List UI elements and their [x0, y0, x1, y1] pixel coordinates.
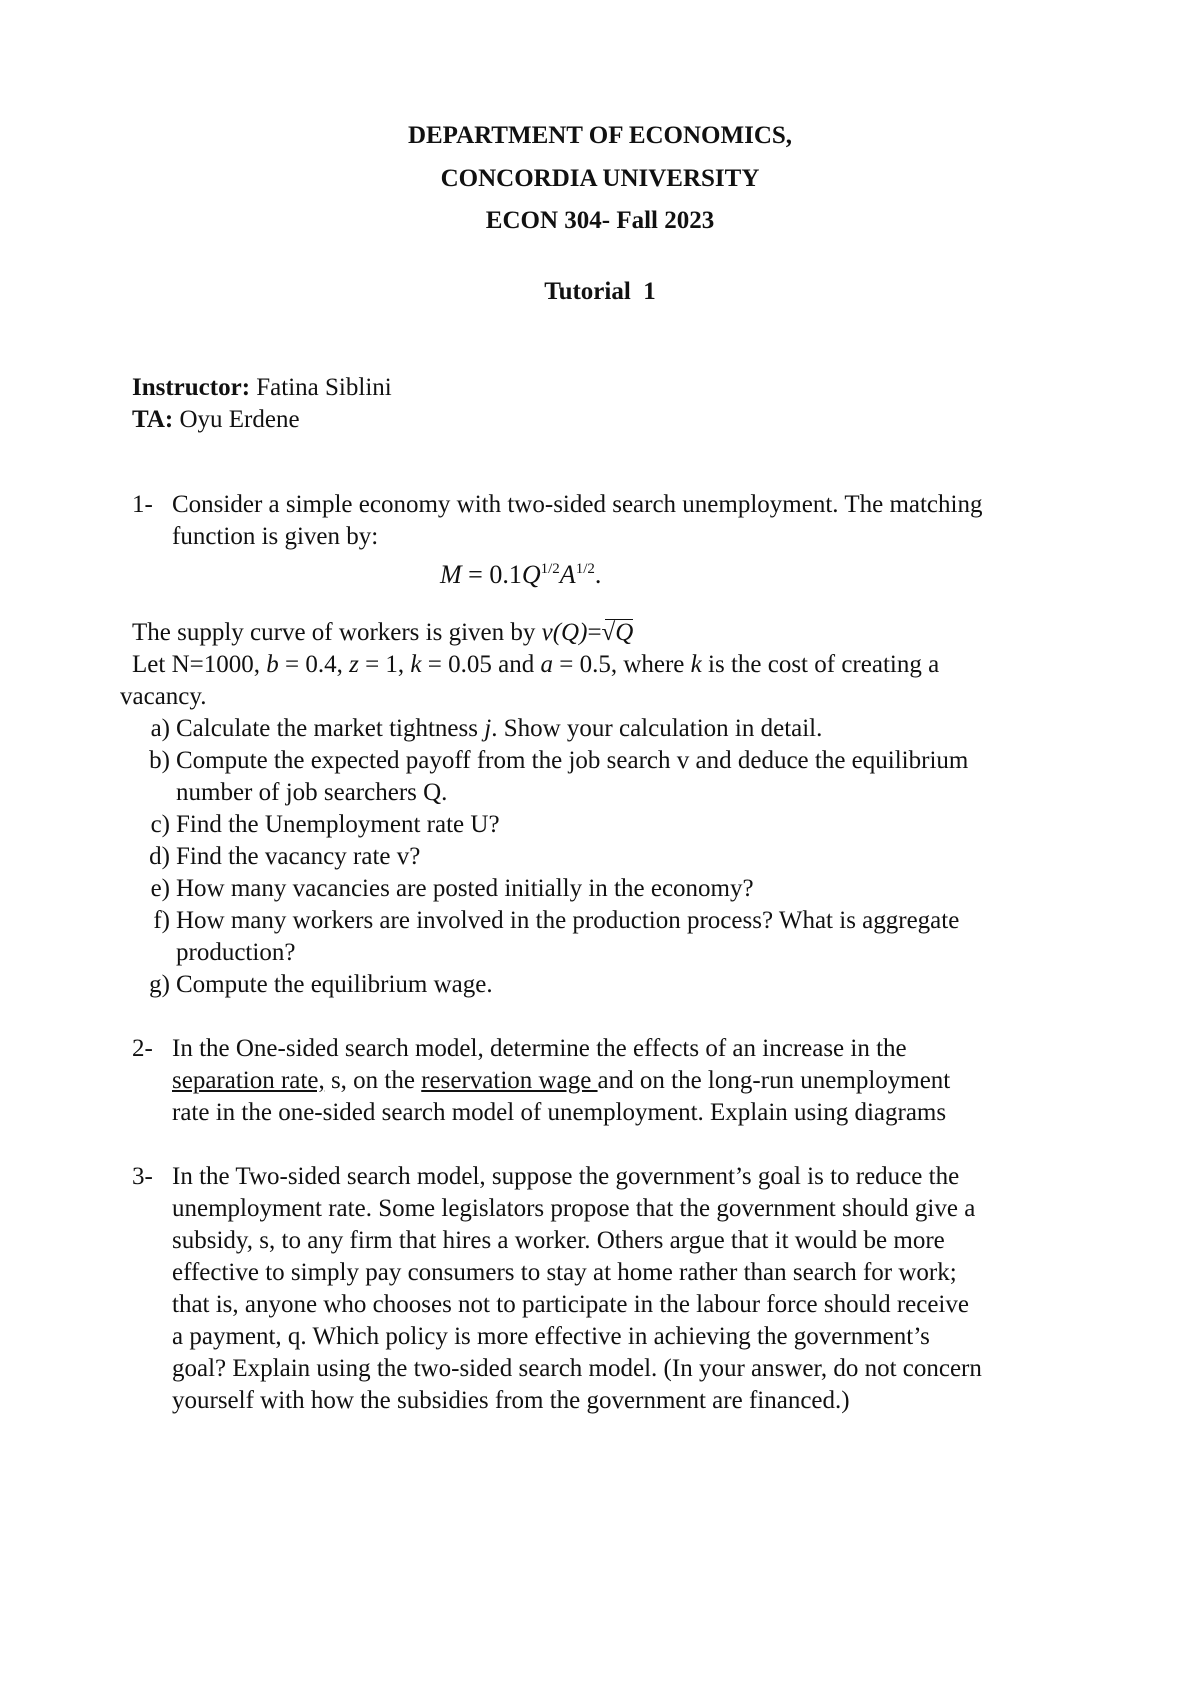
- q3-line1: 3- In the Two-sided search model, suppose the government’s goal is to reduce the: [132, 1161, 959, 1193]
- q2-line3: rate in the one-sided search model of unemployment. Explain using diagrams: [172, 1099, 947, 1126]
- q3-number: 3-: [132, 1163, 153, 1190]
- q1-number: 1-: [132, 491, 153, 518]
- q3-line2: unemployment rate. Some legislators propose that the government should give a: [172, 1195, 976, 1222]
- ta-name: Oyu Erdene: [179, 406, 300, 433]
- sqrt-expression: =√Q: [587, 619, 634, 646]
- q1-part-g: g) Compute the equilibrium wage.: [149, 971, 493, 998]
- q3-line6: a payment, q. Which policy is more effective in achieving the government’s: [172, 1323, 930, 1350]
- reservation-wage-term: reservation wage: [421, 1067, 598, 1094]
- q3-line8: yourself with how the subsidies from the government are financed.): [172, 1387, 850, 1414]
- matching-function-equation: $M = 0.1Q^{1/2}A^{1/2}$.: [440, 560, 602, 589]
- q1-intro: [132, 489, 982, 521]
- q2-line2: separation rate, s, on the reservation wage and on the long-run unemployment: [172, 1067, 951, 1094]
- q1-part-b-cont: number of job searchers Q.: [176, 779, 448, 806]
- q1-part-e: e) How many vacancies are posted initially in the economy?: [150, 875, 754, 902]
- q3-line5: that is, anyone who chooses not to participate in the labour force should receive: [172, 1291, 969, 1318]
- q1-part-f-cont: production?: [176, 939, 296, 966]
- q1-part-c: c) Find the Unemployment rate U?: [150, 811, 500, 838]
- instructor-label: Instructor:: [132, 374, 251, 401]
- q3-line7: goal? Explain using the two-sided search model. (In your answer, do not concern: [172, 1355, 982, 1382]
- q3-line3: subsidy, s, to any firm that hires a worker. Others argue that it would be more: [172, 1227, 945, 1254]
- q1-part-b: b) Compute the expected payoff from the job search v and deduce the equilibrium: [149, 747, 969, 774]
- q1-part-f: f) How many workers are involved in the production process? What is aggregate: [153, 907, 960, 934]
- q2-number: 2-: [132, 1035, 153, 1062]
- parameters-line-cont: vacancy.: [120, 683, 207, 710]
- q1-intro-line1: Consider a simple economy with two-sided search unemployment. The matching: [172, 491, 983, 518]
- ta-line: [132, 404, 300, 436]
- separation-rate-term: separation rate,: [172, 1067, 325, 1094]
- q1-part-d: d) Find the vacancy rate v?: [149, 843, 421, 870]
- department-title: DEPARTMENT OF ECONOMICS,: [407, 122, 793, 149]
- instructor-name: Fatina Siblini: [256, 374, 392, 401]
- supply-curve-line: The supply curve of workers is given by v(Q)=√Q: [132, 617, 633, 649]
- parameters-line: Let N=1000, b = 0.4, z = 1, k = 0.05 and a = 0.5, where k is the cost of creating a: [132, 651, 940, 678]
- q1-intro-line2: function is given by:: [172, 523, 379, 550]
- ta-label: TA:: [132, 406, 174, 433]
- q2-line1: 2- In the One-sided search model, determine the effects of an increase in the: [132, 1033, 907, 1065]
- instructor-line: [132, 372, 392, 404]
- supply-function: v(Q): [541, 619, 588, 646]
- sqrt-overbar: [605, 619, 633, 620]
- tutorial-title: Tutorial 1: [544, 278, 656, 305]
- course-title: ECON 304- Fall 2023: [485, 207, 715, 234]
- university-title: CONCORDIA UNIVERSITY: [440, 165, 760, 192]
- q1-part-a: a) Calculate the market tightness j. Show your calculation in detail.: [150, 715, 823, 742]
- q3-line4: effective to simply pay consumers to stay at home rather than search for work;: [172, 1259, 957, 1286]
